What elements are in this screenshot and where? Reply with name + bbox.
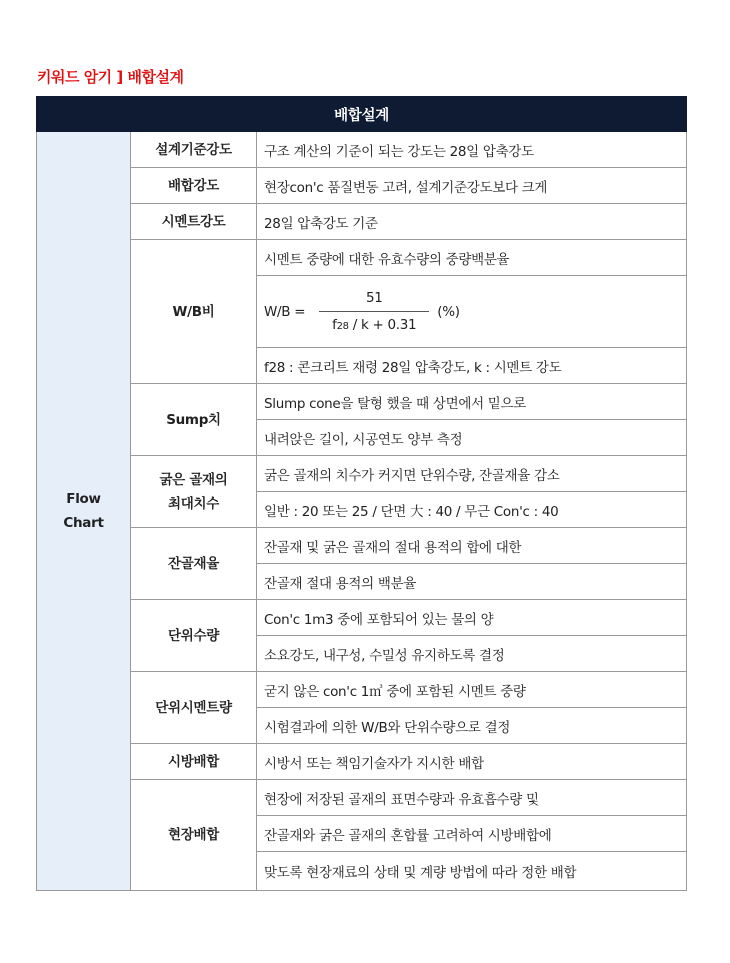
row-value: 잔골재 및 굵은 골재의 절대 용적의 합에 대한	[257, 528, 687, 564]
row-key-line: 굵은 골재의	[159, 471, 228, 488]
row-key: 시멘트강도	[131, 204, 257, 240]
row-value: 내려앉은 길이, 시공연도 양부 측정	[257, 420, 687, 456]
category-line: Chart	[63, 515, 104, 531]
row-value: 시험결과에 의한 W/B와 단위수량으로 결정	[257, 708, 687, 744]
formula-unit: (%)	[437, 303, 460, 320]
row-value: 잔골재와 굵은 골재의 혼합률 고려하여 시방배합에	[257, 816, 687, 852]
row-key: 잔골재율	[131, 528, 257, 600]
row-value: 28일 압축강도 기준	[257, 204, 687, 240]
row-value: 현장con'c 품질변동 고려, 설계기준강도보다 크게	[257, 168, 687, 204]
row-value: 소요강도, 내구성, 수밀성 유지하도록 결정	[257, 636, 687, 672]
mix-design-table	[36, 96, 687, 891]
row-key: 현장배합	[131, 780, 257, 891]
row-key: Sump치	[131, 384, 257, 456]
formula-denominator	[332, 312, 416, 333]
row-key-line: 최대치수	[168, 495, 219, 512]
row-key: 단위시멘트량	[131, 672, 257, 744]
f-subscript: 28	[336, 321, 349, 332]
row-value: 시멘트 중량에 대한 유효수량의 중량백분율	[257, 240, 687, 276]
row-value: 굳지 않은 con'c 1㎥ 중에 포함된 시멘트 중량	[257, 672, 687, 708]
f-symbol: f	[332, 317, 337, 333]
row-value: f28 : 콘크리트 재령 28일 압축강도, k : 시멘트 강도	[257, 348, 687, 384]
row-key: 설계기준강도	[131, 132, 257, 168]
row-value: 굵은 골재의 치수가 커지면 단위수량, 잔골재율 감소	[257, 456, 687, 492]
row-value: Slump cone을 탈형 했을 때 상면에서 밑으로	[257, 384, 687, 420]
row-key: 배합강도	[131, 168, 257, 204]
row-value: Con'c 1m3 중에 포함되어 있는 물의 양	[257, 600, 687, 636]
category-line: Flow	[66, 491, 101, 507]
row-value: 잔골재 절대 용적의 백분율	[257, 564, 687, 600]
row-key	[131, 456, 257, 528]
row-value: 일반 : 20 또는 25 / 단면 大 : 40 / 무근 Con'c : 40	[257, 492, 687, 528]
category-cell	[37, 132, 131, 891]
table-header: 배합설계	[37, 97, 687, 132]
row-value: 구조 계산의 기준이 되는 강도는 28일 압축강도	[257, 132, 687, 168]
row-value: 맞도록 현장재료의 상태 및 계량 방법에 따라 정한 배합	[257, 852, 687, 891]
formula-lhs: W/B =	[264, 303, 306, 320]
row-value: 현장에 저장된 골재의 표면수량과 유효흡수량 및	[257, 780, 687, 816]
row-value: 시방서 또는 책임기술자가 지시한 배합	[257, 744, 687, 780]
row-key: W/B비	[131, 240, 257, 384]
denominator-rest: / k + 0.31	[348, 317, 417, 333]
row-key: 단위수량	[131, 600, 257, 672]
formula-numerator: 51	[365, 290, 383, 306]
page-title: 키워드 암기 ] 배합설계	[37, 68, 184, 86]
wb-formula	[257, 276, 687, 348]
row-key: 시방배합	[131, 744, 257, 780]
